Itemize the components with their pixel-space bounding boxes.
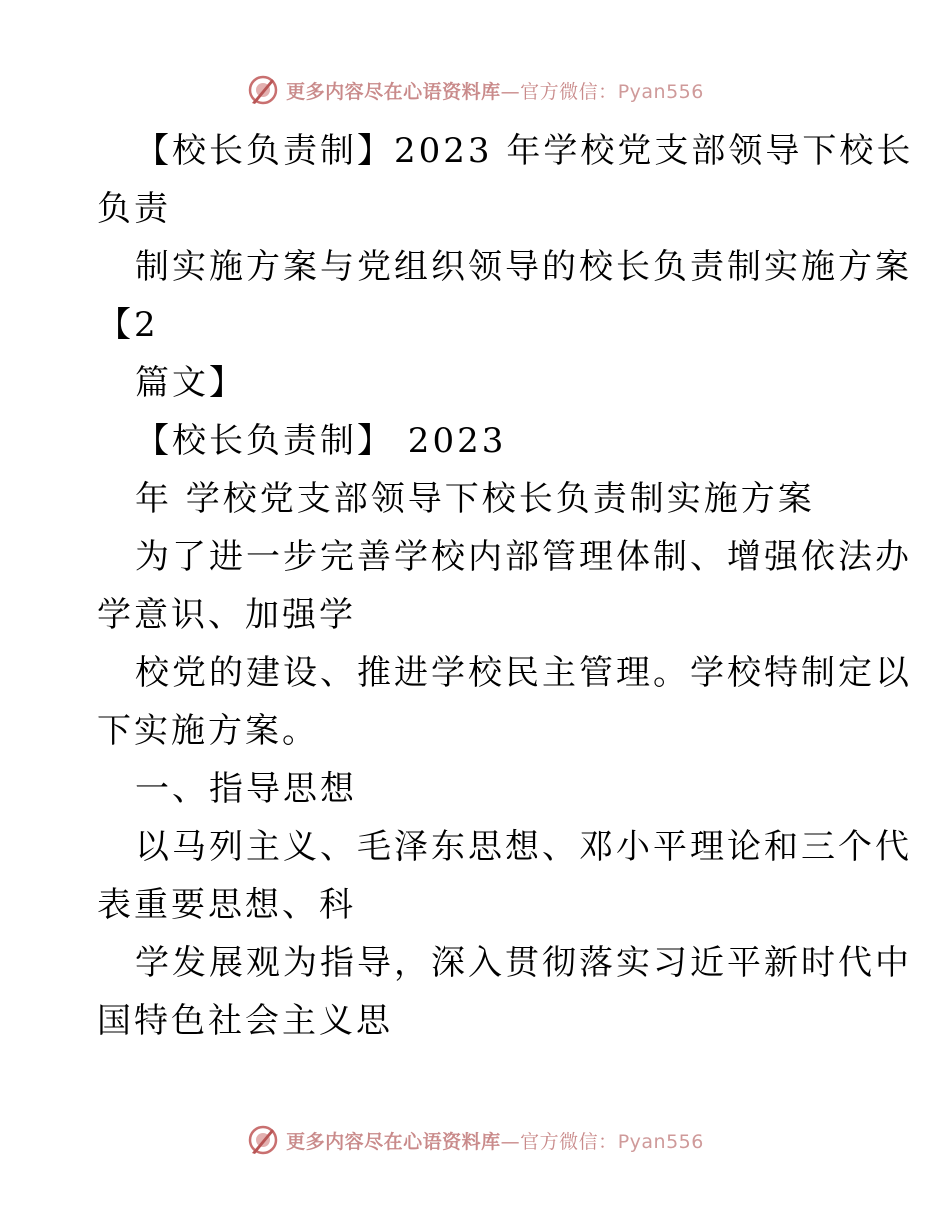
text-line: 表重要思想、科 bbox=[97, 885, 356, 925]
watermark-text bbox=[286, 77, 704, 104]
text-line: 年 学校党支部领导下校长负责制实施方案 bbox=[135, 479, 815, 519]
text-line: 负责 bbox=[97, 189, 171, 229]
text-line: 学发展观为指导，深入贯彻落实习近平新时代中 bbox=[135, 943, 912, 983]
text-line: 为了进一步完善学校内部管理体制、增强依法办 bbox=[135, 537, 912, 577]
watermark-secondary: 官方微信： bbox=[520, 80, 618, 103]
watermark-main: 更多内容尽在心语资料库 bbox=[286, 1130, 501, 1153]
quill-seal-icon bbox=[246, 1123, 280, 1157]
text-line: 制实施方案与党组织领导的校长负责制实施方案 bbox=[135, 247, 912, 287]
text-line: 【校长负责制】2023 年学校党支部领导下校长 bbox=[135, 131, 914, 171]
watermark-dash: — bbox=[500, 1130, 521, 1153]
watermark-secondary: 官方微信： bbox=[520, 1130, 618, 1153]
text-line: 【2 bbox=[97, 305, 159, 345]
footer-watermark bbox=[0, 1120, 950, 1160]
watermark-id: Pyan556 bbox=[617, 80, 704, 103]
text-line: 篇文】 bbox=[135, 363, 246, 403]
text-line: 下实施方案。 bbox=[97, 711, 319, 751]
watermark-dash: — bbox=[500, 80, 521, 103]
text-line: 校党的建设、推进学校民主管理。学校特制定以 bbox=[135, 653, 912, 693]
text-line: 学意识、加强学 bbox=[97, 595, 356, 635]
watermark-id: Pyan556 bbox=[617, 1130, 704, 1153]
document-body bbox=[97, 122, 914, 1050]
section-heading: 一、指导思想 bbox=[135, 769, 357, 809]
text-line: 【校长负责制】 2023 bbox=[135, 421, 507, 461]
watermark-main: 更多内容尽在心语资料库 bbox=[286, 80, 501, 103]
text-line: 以马列主义、毛泽东思想、邓小平理论和三个代 bbox=[135, 827, 912, 867]
header-watermark bbox=[0, 70, 950, 110]
text-line: 国特色社会主义思 bbox=[97, 1001, 393, 1041]
quill-seal-icon bbox=[246, 73, 280, 107]
watermark-text bbox=[286, 1127, 704, 1154]
